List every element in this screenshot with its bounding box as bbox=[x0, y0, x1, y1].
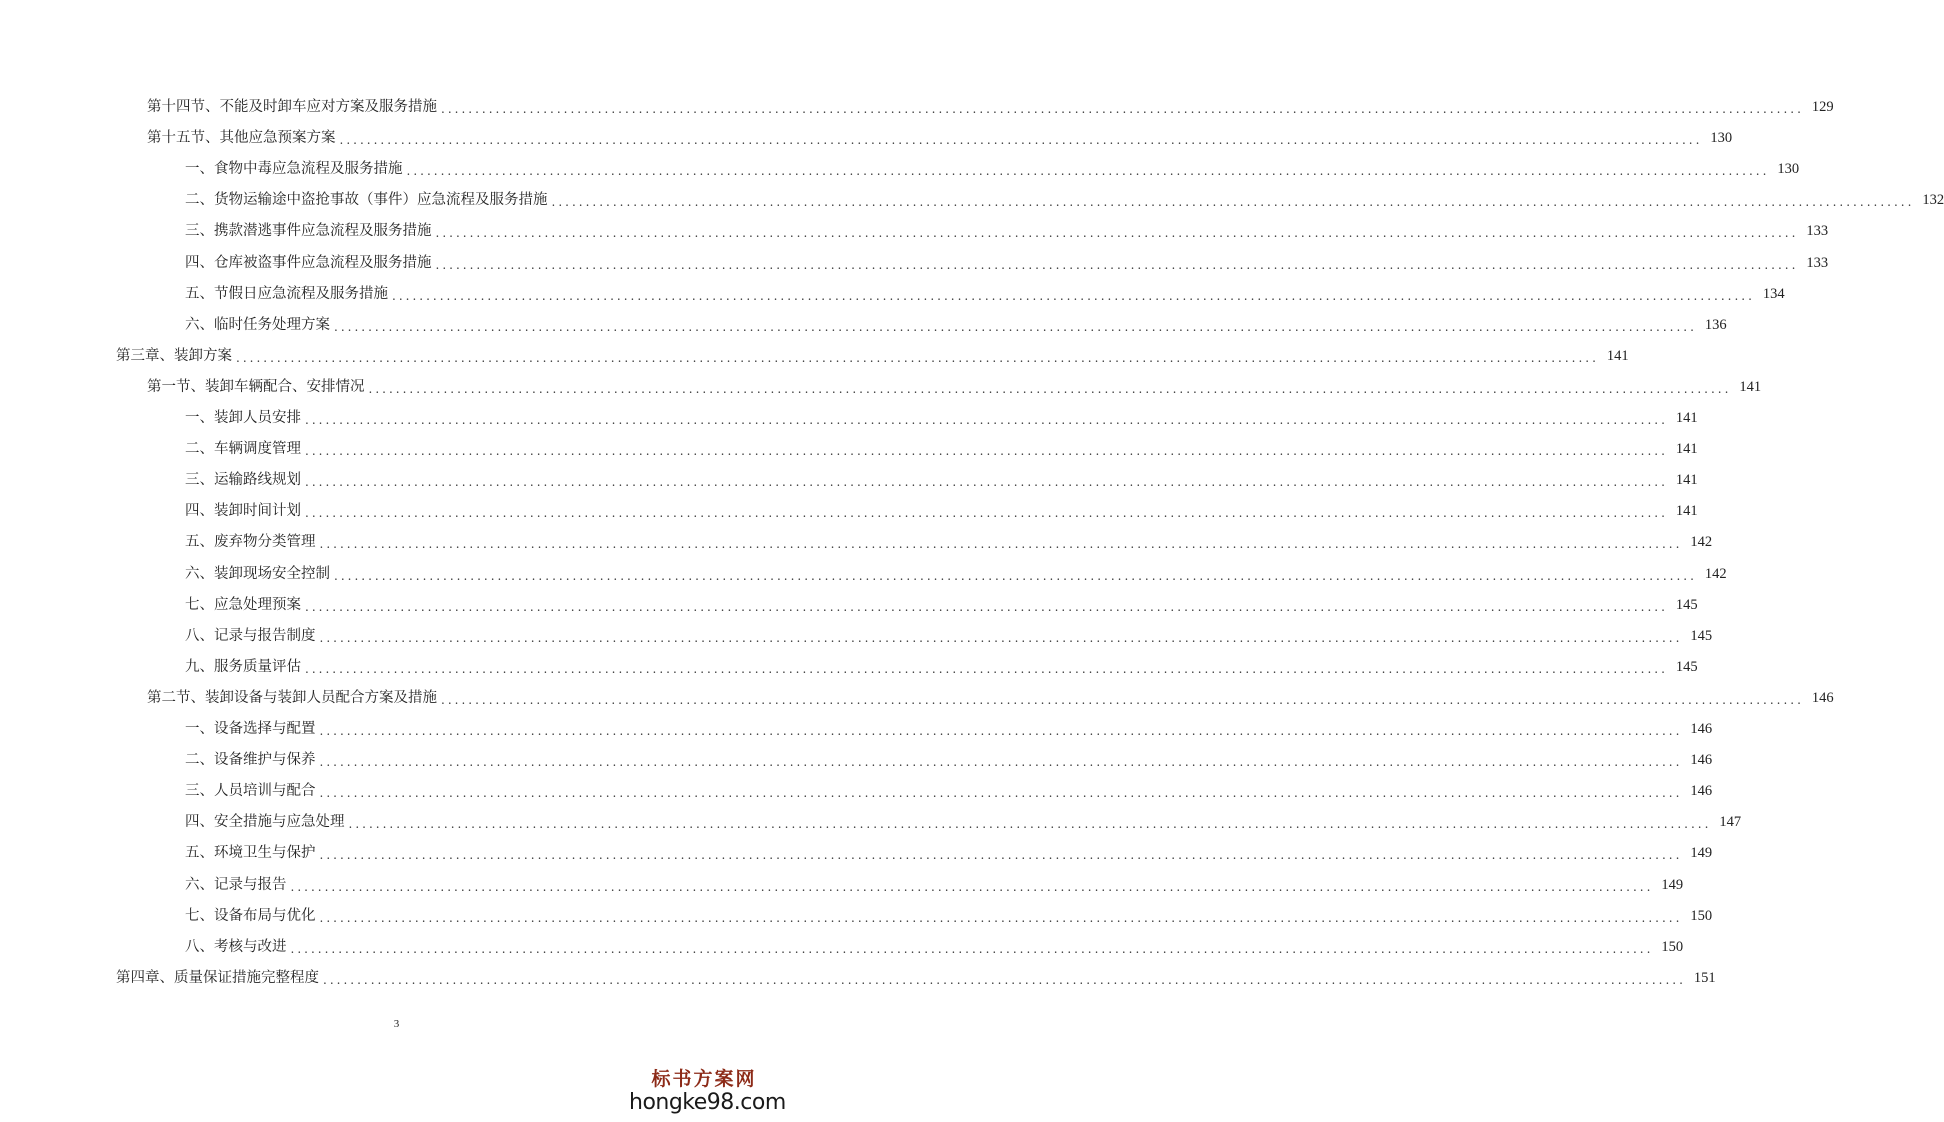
toc-entry-page: 147 bbox=[1719, 814, 1742, 830]
toc-entry-page: 141 bbox=[1675, 441, 1698, 457]
toc-entry[interactable] bbox=[185, 810, 1742, 834]
site-watermark bbox=[629, 1068, 786, 1115]
toc-entry-title: 第十五节、其他应急预案方案 bbox=[147, 130, 336, 146]
toc-dot-leader: ........................................................................................................................................................................................................ bbox=[305, 600, 1668, 614]
toc-entry-page: 134 bbox=[1762, 286, 1785, 302]
toc-dot-leader: ........................................................................................................................................................................................................ bbox=[406, 164, 1770, 178]
toc-entry-page: 136 bbox=[1704, 317, 1727, 333]
toc-entry-page: 141 bbox=[1675, 503, 1698, 519]
toc-entry-page: 141 bbox=[1606, 348, 1629, 364]
toc-dot-leader: ........................................................................................................................................................................................................ bbox=[319, 755, 1683, 769]
toc-dot-leader: ........................................................................................................................................................................................................ bbox=[319, 724, 1683, 738]
toc-entry-title: 第十四节、不能及时卸车应对方案及服务措施 bbox=[147, 99, 437, 115]
toc-dot-leader: ........................................................................................................................................................................................................ bbox=[305, 475, 1668, 489]
toc-dot-leader: ........................................................................................................................................................................................................ bbox=[319, 911, 1683, 925]
toc-entry[interactable] bbox=[185, 655, 1698, 679]
toc-entry[interactable] bbox=[185, 935, 1684, 959]
toc-entry[interactable] bbox=[185, 748, 1713, 772]
toc-entry[interactable] bbox=[185, 779, 1713, 803]
toc-entry-page: 149 bbox=[1690, 845, 1713, 861]
toc-entry-page: 145 bbox=[1675, 659, 1698, 675]
toc-entry[interactable] bbox=[185, 188, 1944, 212]
watermark-url: hongke98.com bbox=[629, 1090, 786, 1115]
toc-dot-leader: ........................................................................................................................................................................................................ bbox=[392, 289, 1755, 303]
toc-entry-page: 145 bbox=[1690, 628, 1713, 644]
toc-entry-page: 132 bbox=[1922, 192, 1944, 208]
toc-entry-page: 149 bbox=[1661, 877, 1684, 893]
toc-dot-leader: ........................................................................................................................................................................................................ bbox=[290, 880, 1654, 894]
toc-dot-leader: ........................................................................................................................................................................................................ bbox=[319, 537, 1683, 551]
toc-entry-title: 三、运输路线规划 bbox=[185, 472, 301, 488]
toc-dot-leader: ........................................................................................................................................................................................................ bbox=[339, 133, 1703, 147]
toc-entry-title: 第三章、装卸方案 bbox=[116, 348, 232, 364]
toc-dot-leader: ........................................................................................................................................................................................................ bbox=[319, 786, 1683, 800]
toc-entry-page: 146 bbox=[1690, 721, 1713, 737]
toc-entry[interactable] bbox=[185, 499, 1698, 523]
toc-entry[interactable] bbox=[147, 95, 1834, 119]
toc-entry-page: 142 bbox=[1690, 534, 1713, 550]
toc-entry-title: 一、设备选择与配置 bbox=[185, 721, 316, 737]
toc-entry-title: 八、考核与改进 bbox=[185, 939, 287, 955]
toc-entry[interactable] bbox=[147, 126, 1733, 150]
toc-dot-leader: ........................................................................................................................................................................................................ bbox=[290, 942, 1654, 956]
toc-entry-page: 141 bbox=[1739, 379, 1762, 395]
toc-entry-title: 一、装卸人员安排 bbox=[185, 410, 301, 426]
toc-dot-leader: ........................................................................................................................................................................................................ bbox=[305, 413, 1668, 427]
toc-entry-title: 五、环境卫生与保护 bbox=[185, 845, 316, 861]
toc-entry-page: 129 bbox=[1811, 99, 1834, 115]
toc-entry-page: 146 bbox=[1690, 783, 1713, 799]
toc-entry-title: 第二节、装卸设备与装卸人员配合方案及措施 bbox=[147, 690, 437, 706]
toc-dot-leader: ........................................................................................................................................................................................................ bbox=[348, 817, 1712, 831]
toc-entry-title: 七、设备布局与优化 bbox=[185, 908, 316, 924]
toc-entry-title: 六、临时任务处理方案 bbox=[185, 317, 330, 333]
toc-dot-leader: ........................................................................................................................................................................................................ bbox=[441, 102, 1804, 116]
toc-entry[interactable] bbox=[185, 562, 1727, 586]
toc-entry[interactable] bbox=[185, 251, 1829, 275]
toc-entry[interactable] bbox=[185, 313, 1727, 337]
toc-entry-title: 第一节、装卸车辆配合、安排情况 bbox=[147, 379, 365, 395]
toc-entry[interactable] bbox=[185, 406, 1698, 430]
toc-dot-leader: ........................................................................................................................................................................................................ bbox=[334, 320, 1697, 334]
toc-entry-title: 一、食物中毒应急流程及服务措施 bbox=[185, 161, 403, 177]
toc-entry-title: 四、仓库被盗事件应急流程及服务措施 bbox=[185, 255, 432, 271]
toc-entry[interactable] bbox=[147, 686, 1834, 710]
toc-entry[interactable] bbox=[185, 530, 1713, 554]
toc-dot-leader: ........................................................................................................................................................................................................ bbox=[323, 973, 1686, 987]
toc-entry-page: 150 bbox=[1661, 939, 1684, 955]
toc-entry-title: 五、节假日应急流程及服务措施 bbox=[185, 286, 388, 302]
toc-entry[interactable] bbox=[185, 157, 1800, 181]
toc-dot-leader: ........................................................................................................................................................................................................ bbox=[236, 351, 1599, 365]
toc-entry-page: 146 bbox=[1690, 752, 1713, 768]
toc-entry-title: 二、设备维护与保养 bbox=[185, 752, 316, 768]
toc-entry[interactable] bbox=[116, 344, 1629, 368]
toc-entry-page: 142 bbox=[1704, 566, 1727, 582]
toc-entry[interactable] bbox=[185, 468, 1698, 492]
toc-entry-title: 五、废弃物分类管理 bbox=[185, 534, 316, 550]
toc-dot-leader: ........................................................................................................................................................................................................ bbox=[305, 444, 1668, 458]
toc-dot-leader: ........................................................................................................................................................................................................ bbox=[319, 631, 1683, 645]
toc-entry-page: 133 bbox=[1806, 223, 1829, 239]
toc-entry[interactable] bbox=[185, 717, 1713, 741]
toc-entry-title: 二、车辆调度管理 bbox=[185, 441, 301, 457]
toc-dot-leader: ........................................................................................................................................................................................................ bbox=[319, 848, 1683, 862]
toc-entry[interactable] bbox=[116, 966, 1716, 990]
toc-entry-page: 150 bbox=[1690, 908, 1713, 924]
toc-entry[interactable] bbox=[185, 282, 1785, 306]
toc-entry-title: 六、装卸现场安全控制 bbox=[185, 566, 330, 582]
watermark-site-name: 标书方案网 bbox=[651, 1068, 757, 1090]
toc-entry-page: 130 bbox=[1777, 161, 1800, 177]
toc-dot-leader: ........................................................................................................................................................................................................ bbox=[368, 382, 1732, 396]
toc-dot-leader: ........................................................................................................................................................................................................ bbox=[435, 258, 1799, 272]
toc-entry-title: 二、货物运输途中盗抢事故（事件）应急流程及服务措施 bbox=[185, 192, 548, 208]
toc-entry[interactable] bbox=[185, 437, 1698, 461]
toc-entry[interactable] bbox=[185, 624, 1713, 648]
toc-entry-title: 六、记录与报告 bbox=[185, 877, 287, 893]
toc-entry-page: 133 bbox=[1806, 255, 1829, 271]
toc-entry-title: 三、携款潜逃事件应急流程及服务措施 bbox=[185, 223, 432, 239]
toc-entry-title: 八、记录与报告制度 bbox=[185, 628, 316, 644]
toc-entry[interactable] bbox=[185, 904, 1713, 928]
toc-dot-leader: ........................................................................................................................................................................................................ bbox=[441, 693, 1804, 707]
toc-entry[interactable] bbox=[185, 219, 1829, 243]
toc-entry-page: 151 bbox=[1693, 970, 1716, 986]
toc-entry-page: 146 bbox=[1811, 690, 1834, 706]
toc-entry-title: 九、服务质量评估 bbox=[185, 659, 301, 675]
toc-dot-leader: ........................................................................................................................................................................................................ bbox=[435, 226, 1799, 240]
toc-entry-title: 三、人员培训与配合 bbox=[185, 783, 316, 799]
toc-entry-page: 130 bbox=[1710, 130, 1733, 146]
toc-entry[interactable] bbox=[185, 873, 1684, 897]
toc-dot-leader: ........................................................................................................................................................................................................ bbox=[305, 506, 1668, 520]
toc-entry-title: 四、装卸时间计划 bbox=[185, 503, 301, 519]
toc-entry-title: 七、应急处理预案 bbox=[185, 597, 301, 613]
toc-dot-leader: ........................................................................................................................................................................................................ bbox=[305, 662, 1668, 676]
toc-entry-page: 141 bbox=[1675, 410, 1698, 426]
toc-entry[interactable] bbox=[147, 375, 1762, 399]
toc-dot-leader: ........................................................................................................................................................................................................ bbox=[551, 195, 1915, 209]
toc-entry[interactable] bbox=[185, 841, 1713, 865]
toc-entry-page: 145 bbox=[1675, 597, 1698, 613]
toc-dot-leader: ........................................................................................................................................................................................................ bbox=[334, 569, 1697, 583]
toc-entry-page: 141 bbox=[1675, 472, 1698, 488]
toc-entry[interactable] bbox=[185, 593, 1698, 617]
page-number: 3 bbox=[393, 1018, 400, 1030]
toc-entry-title: 四、安全措施与应急处理 bbox=[185, 814, 345, 830]
toc-entry-title: 第四章、质量保证措施完整程度 bbox=[116, 970, 319, 986]
